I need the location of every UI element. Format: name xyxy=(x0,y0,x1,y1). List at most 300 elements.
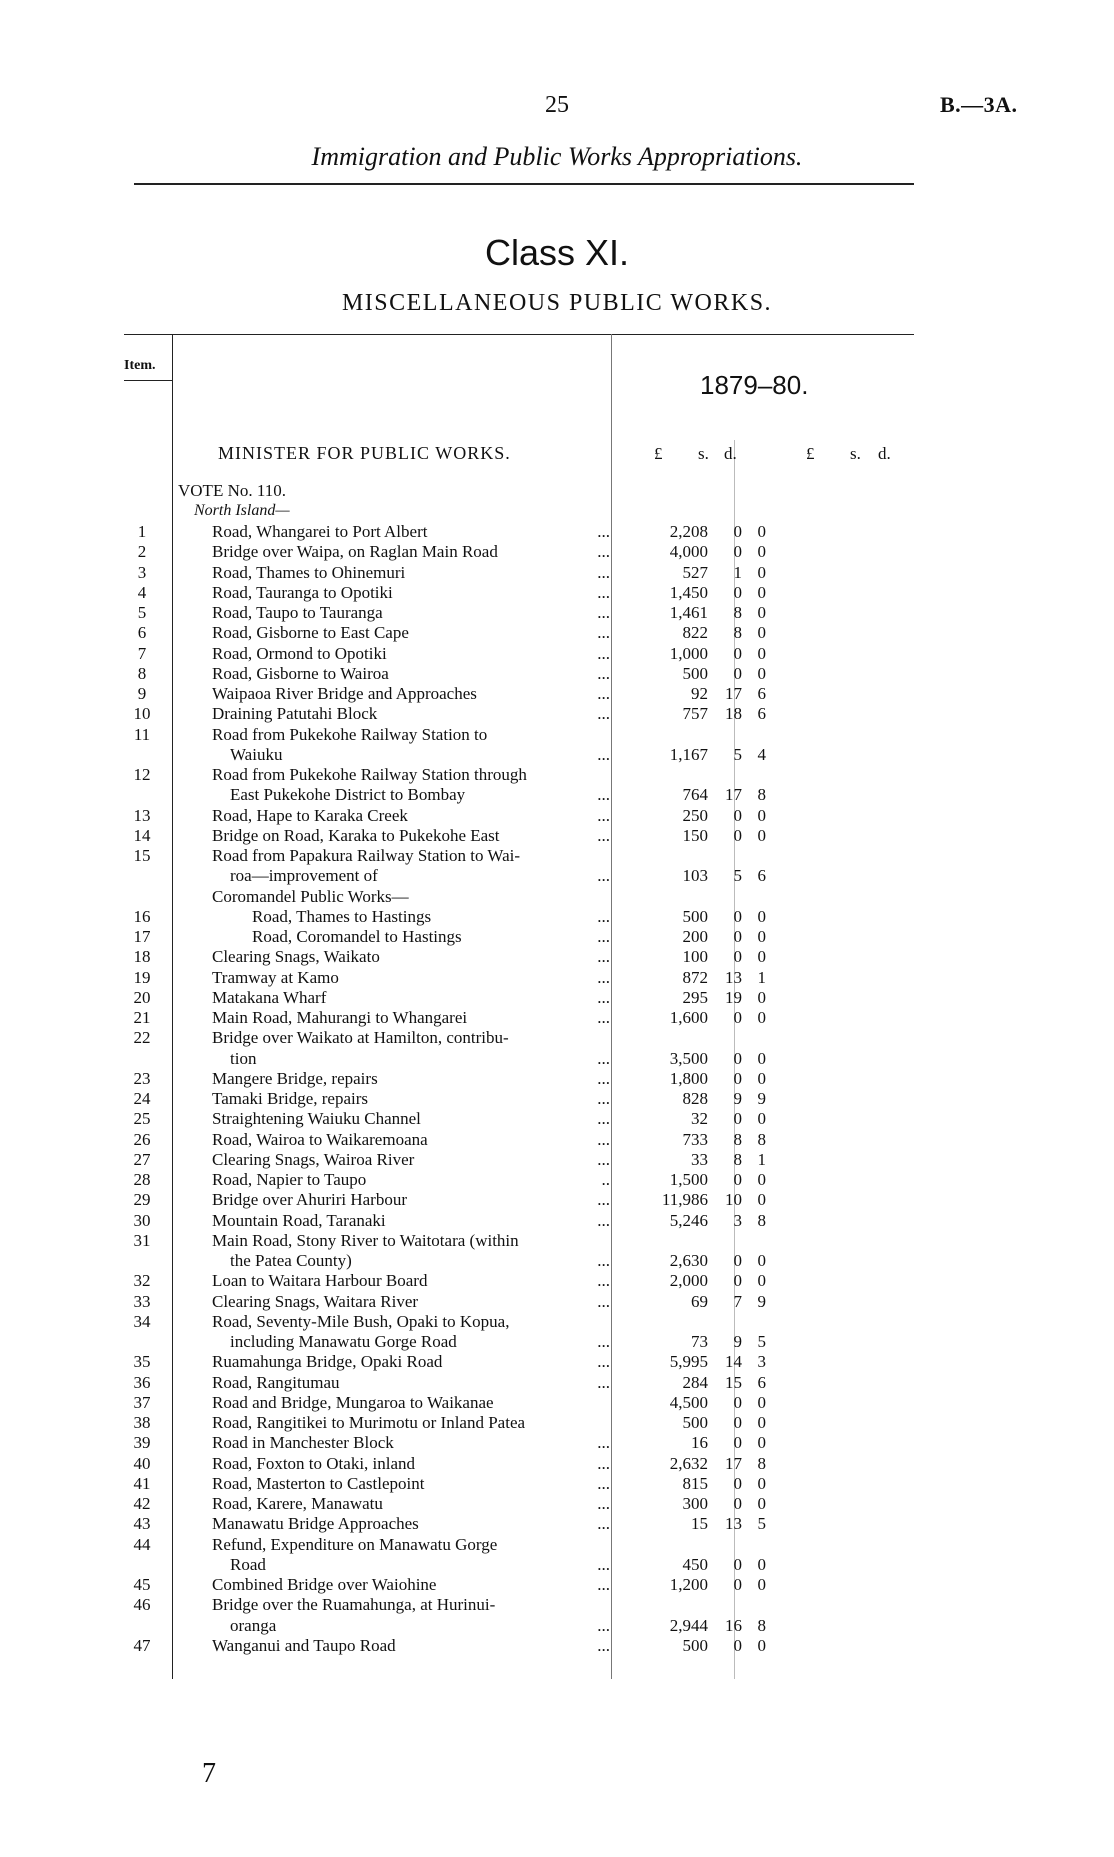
amount-pounds: 284 xyxy=(682,1372,708,1392)
amount-pence: 8 xyxy=(757,1129,766,1149)
running-title: Immigration and Public Works Appropriations. xyxy=(311,142,803,171)
amount-pounds: 2,000 xyxy=(669,1271,708,1291)
item-column-header: Item. xyxy=(124,358,156,373)
amount-pounds: 295 xyxy=(682,987,708,1007)
leader-dots: ... xyxy=(597,1635,610,1655)
table-row xyxy=(0,1292,1114,1312)
amount-shillings: 9 xyxy=(733,1332,742,1351)
amount-pence: 0 xyxy=(757,582,766,602)
item-description: East Pukekohe District to Bombay xyxy=(230,785,466,805)
amount-pounds: 527 xyxy=(682,562,708,582)
amount-pence: 1 xyxy=(757,967,766,987)
item-number: 21 xyxy=(133,1008,151,1027)
amount-pounds: 1,000 xyxy=(669,643,708,663)
amount-pounds: 1,450 xyxy=(669,582,708,602)
amount-shillings: 0 xyxy=(733,947,742,967)
amount-pounds: 92 xyxy=(691,684,708,703)
item-header-underline xyxy=(124,380,172,381)
item-description: Road, Tauranga to Opotiki xyxy=(212,582,393,602)
table-row xyxy=(0,927,1114,947)
item-number: 13 xyxy=(133,805,151,825)
leader-dots: ... xyxy=(597,663,610,683)
class-title: Class XI. xyxy=(484,232,630,273)
amount-pounds: 1,500 xyxy=(669,1170,708,1189)
financial-year: 1879–80. xyxy=(700,370,809,400)
amount-shillings: 0 xyxy=(733,1170,742,1189)
amount-shillings: 0 xyxy=(733,582,742,602)
leader-dots: ... xyxy=(597,542,610,562)
item-description: Road, Coromandel to Hastings xyxy=(252,927,462,946)
amount-pounds: 103 xyxy=(682,866,708,886)
item-description: Road, Foxton to Otaki, inland xyxy=(212,1453,416,1473)
table-row xyxy=(0,623,1114,643)
item-number: 23 xyxy=(133,1068,151,1088)
amount-pence: 0 xyxy=(757,603,766,622)
amount-shillings: 1 xyxy=(733,562,742,582)
table-row xyxy=(0,826,1114,846)
leader-dots: ... xyxy=(597,1473,610,1493)
amount-shillings: 0 xyxy=(733,643,742,663)
amount-pence: 0 xyxy=(757,663,766,683)
leader-dots: ... xyxy=(597,1210,610,1230)
table-row xyxy=(0,1352,1114,1372)
item-description: Main Road, Mahurangi to Whangarei xyxy=(212,1008,468,1027)
item-number: 18 xyxy=(133,947,151,967)
amount-shillings: 13 xyxy=(725,967,742,987)
leader-dots: ... xyxy=(597,987,610,1007)
amount-shillings: 0 xyxy=(733,1494,742,1513)
table-row xyxy=(0,1170,1114,1190)
amount-shillings: 16 xyxy=(725,1615,742,1635)
item-description: Ruamahunga Bridge, Opaki Road xyxy=(212,1352,443,1372)
amount-shillings: 0 xyxy=(733,1271,742,1291)
item-number: 8 xyxy=(137,663,147,683)
item-number: 2 xyxy=(137,542,147,562)
item-description: Road, Gisborne to Wairoa xyxy=(212,663,389,683)
amount-pence: 0 xyxy=(757,1068,766,1088)
item-number: 40 xyxy=(133,1453,151,1473)
item-description: Road, Ormond to Opotiki xyxy=(212,643,387,663)
amount-pence: 0 xyxy=(757,1048,766,1068)
amount-pence: 0 xyxy=(757,947,766,967)
amount-shillings: 9 xyxy=(733,1089,742,1108)
table-row xyxy=(0,1089,1114,1109)
leader-dots: ... xyxy=(597,1089,610,1108)
item-number: 39 xyxy=(133,1433,151,1453)
amount-pence: 9 xyxy=(757,1089,766,1108)
item-description: Matakana Wharf xyxy=(212,987,327,1007)
item-number: 34 xyxy=(133,1311,151,1331)
amount-pence: 0 xyxy=(757,623,766,643)
table-row xyxy=(0,806,1114,826)
item-number: 5 xyxy=(137,603,147,622)
item-description: Road from Papakura Railway Station to Wai- xyxy=(212,846,521,865)
item-number: 46 xyxy=(133,1595,151,1615)
amount-pounds: 33 xyxy=(691,1149,708,1169)
table-row xyxy=(0,1150,1114,1170)
table-row xyxy=(0,1211,1114,1231)
table-row xyxy=(0,1454,1114,1474)
leader-dots: ... xyxy=(597,967,610,987)
amount-shillings: 17 xyxy=(725,1453,742,1473)
amount-shillings: 0 xyxy=(733,1433,742,1453)
amount-shillings: 0 xyxy=(733,522,742,541)
item-number: 31 xyxy=(133,1230,151,1250)
item-description: including Manawatu Gorge Road xyxy=(230,1332,457,1351)
table-row xyxy=(0,988,1114,1008)
amount-pounds: 100 xyxy=(682,947,708,967)
item-description: Bridge over Waikato at Hamilton, contribu- xyxy=(212,1028,509,1048)
item-number: 42 xyxy=(133,1494,151,1513)
item-description: Road from Pukekohe Railway Station to xyxy=(212,724,488,744)
item-description: Waipaoa River Bridge and Approaches xyxy=(212,684,477,703)
item-description: Road, Masterton to Castlepoint xyxy=(212,1473,425,1493)
pounds-header-2: £ xyxy=(806,444,815,463)
item-number: 11 xyxy=(133,724,151,744)
leader-dots: ... xyxy=(597,947,610,967)
item-number: 3 xyxy=(137,562,147,582)
item-number: 45 xyxy=(133,1575,151,1594)
amount-pence: 0 xyxy=(757,1008,766,1027)
item-description: Waiuku xyxy=(230,744,283,764)
amount-pence: 0 xyxy=(757,1190,766,1210)
item-description: Road, Napier to Taupo xyxy=(212,1170,367,1189)
leader-dots: ... xyxy=(597,1372,610,1392)
item-number: 9 xyxy=(137,684,147,703)
item-number: 12 xyxy=(133,765,151,784)
amount-shillings: 14 xyxy=(725,1352,742,1372)
pence-header: d. xyxy=(724,444,737,463)
leader-dots: ... xyxy=(597,744,610,764)
leader-dots: ... xyxy=(597,1514,610,1534)
item-number: 22 xyxy=(133,1028,151,1048)
table-row xyxy=(0,583,1114,603)
amount-shillings: 17 xyxy=(725,785,742,805)
amount-shillings: 5 xyxy=(733,744,742,764)
amount-pence: 6 xyxy=(757,684,766,703)
amount-pounds: 1,800 xyxy=(669,1068,708,1088)
item-number: 19 xyxy=(133,967,151,987)
item-description: Clearing Snags, Wairoa River xyxy=(212,1149,415,1169)
leader-dots: ... xyxy=(597,1190,610,1210)
item-description: Main Road, Stony River to Waitotara (within xyxy=(212,1230,519,1250)
amount-shillings: 0 xyxy=(733,663,742,683)
item-description: Mangere Bridge, repairs xyxy=(212,1068,378,1088)
amount-pence: 6 xyxy=(757,704,766,724)
amount-shillings: 10 xyxy=(725,1190,742,1210)
region-heading: North Island— xyxy=(194,502,290,519)
pounds-header: £ xyxy=(654,444,663,463)
item-description: Clearing Snags, Waitara River xyxy=(212,1291,419,1311)
item-number: 26 xyxy=(133,1129,151,1149)
item-number: 33 xyxy=(133,1291,151,1311)
item-description: Wanganui and Taupo Road xyxy=(212,1635,396,1655)
amount-shillings: 0 xyxy=(733,1575,742,1594)
amount-pounds: 69 xyxy=(691,1291,708,1311)
amount-pence: 8 xyxy=(757,1615,766,1635)
leader-dots: ... xyxy=(597,643,610,663)
amount-pence: 1 xyxy=(757,1149,766,1169)
leader-dots: ... xyxy=(597,1048,610,1068)
table-row-continuation xyxy=(0,1332,1114,1352)
item-description: roa—improvement of xyxy=(230,866,378,886)
table-row xyxy=(0,1373,1114,1393)
table-row xyxy=(0,522,1114,542)
amount-pence: 0 xyxy=(757,906,766,926)
leader-dots: ... xyxy=(597,1332,610,1351)
leader-dots: ... xyxy=(597,1352,610,1372)
amount-shillings: 0 xyxy=(733,825,742,845)
amount-shillings: 5 xyxy=(733,866,742,886)
leader-dots: ... xyxy=(597,522,610,541)
leader-dots: ... xyxy=(597,1129,610,1149)
leader-dots: ... xyxy=(597,866,610,886)
amount-pounds: 300 xyxy=(682,1494,708,1513)
amount-pounds: 5,995 xyxy=(669,1352,708,1372)
table-row xyxy=(0,846,1114,866)
leader-dots: ... xyxy=(597,684,610,703)
amount-shillings: 19 xyxy=(725,987,742,1007)
table-row xyxy=(0,1231,1114,1251)
table-row xyxy=(0,684,1114,704)
amount-pounds: 1,167 xyxy=(669,744,708,764)
item-number: 20 xyxy=(133,987,151,1007)
table-row xyxy=(0,907,1114,927)
leader-dots: ... xyxy=(597,582,610,602)
leader-dots: ... xyxy=(597,1008,610,1027)
table-row xyxy=(0,1575,1114,1595)
amount-pounds: 4,500 xyxy=(669,1392,708,1412)
table-row-continuation xyxy=(0,866,1114,886)
item-number: 37 xyxy=(133,1392,151,1412)
header-rule xyxy=(134,183,914,185)
table-row xyxy=(0,1109,1114,1129)
amount-pounds: 822 xyxy=(682,623,708,643)
amount-pence: 6 xyxy=(757,1372,766,1392)
item-number: 28 xyxy=(133,1170,151,1189)
amount-pounds: 500 xyxy=(682,906,708,926)
amount-pence: 8 xyxy=(757,785,766,805)
table-row xyxy=(0,947,1114,967)
amount-pence: 0 xyxy=(757,1433,766,1453)
amount-pounds: 15 xyxy=(691,1514,708,1534)
table-row-continuation xyxy=(0,1555,1114,1575)
amount-pence: 5 xyxy=(757,1332,766,1351)
leader-dots: ... xyxy=(597,1291,610,1311)
amount-shillings: 0 xyxy=(733,927,742,946)
leader-dots: ... xyxy=(597,1615,610,1635)
item-number: 32 xyxy=(133,1271,151,1291)
pence-header-2: d. xyxy=(878,444,891,463)
leader-dots: ... xyxy=(597,805,610,825)
amount-pence: 0 xyxy=(757,1554,766,1574)
page-number: 25 xyxy=(545,92,569,118)
item-number: 38 xyxy=(133,1413,151,1432)
amount-pence: 0 xyxy=(757,1109,766,1129)
leader-dots: ... xyxy=(597,1068,610,1088)
table-row xyxy=(0,725,1114,745)
item-number: 25 xyxy=(133,1109,151,1129)
amount-pence: 8 xyxy=(757,1210,766,1230)
item-number: 44 xyxy=(133,1534,151,1554)
vote-heading: VOTE No. 110. xyxy=(178,481,286,500)
item-number: 1 xyxy=(137,522,147,541)
leader-dots: .. xyxy=(601,1170,610,1189)
amount-shillings: 0 xyxy=(733,906,742,926)
table-row xyxy=(0,1028,1114,1048)
item-description: the Patea County) xyxy=(230,1251,352,1270)
item-description: Bridge over Waipa, on Raglan Main Road xyxy=(212,542,498,562)
amount-pence: 0 xyxy=(757,1392,766,1412)
section-title: MISCELLANEOUS PUBLIC WORKS. xyxy=(341,290,773,316)
table-row xyxy=(0,1433,1114,1453)
amount-shillings: 0 xyxy=(733,542,742,562)
leader-dots: ... xyxy=(597,1251,610,1270)
amount-shillings: 18 xyxy=(725,704,742,724)
item-description: Straightening Waiuku Channel xyxy=(212,1109,421,1129)
amount-shillings: 0 xyxy=(733,805,742,825)
signature-mark: 7 xyxy=(202,1758,216,1789)
item-description: Road, Rangitumau xyxy=(212,1372,340,1392)
table-row xyxy=(0,1514,1114,1534)
leader-dots: ... xyxy=(597,1109,610,1129)
amount-pence: 0 xyxy=(757,643,766,663)
amount-shillings: 0 xyxy=(733,1008,742,1027)
amount-pounds: 4,000 xyxy=(669,542,708,562)
amount-pounds: 872 xyxy=(682,967,708,987)
amount-pounds: 815 xyxy=(682,1473,708,1493)
table-row xyxy=(0,1271,1114,1291)
item-description: Road xyxy=(230,1554,266,1574)
item-number: 16 xyxy=(133,906,151,926)
amount-shillings: 3 xyxy=(733,1210,742,1230)
item-description: Road and Bridge, Mungaroa to Waikanae xyxy=(212,1392,494,1412)
item-number: 30 xyxy=(133,1210,151,1230)
item-number: 14 xyxy=(133,825,151,845)
leader-dots: ... xyxy=(597,1271,610,1291)
amount-pence: 0 xyxy=(757,1473,766,1493)
item-description: Road, Hape to Karaka Creek xyxy=(212,805,408,825)
table-row xyxy=(0,1474,1114,1494)
amount-pounds: 2,944 xyxy=(669,1615,708,1635)
item-number: 35 xyxy=(133,1352,151,1372)
amount-pounds: 150 xyxy=(682,825,708,845)
item-number: 43 xyxy=(133,1514,151,1534)
item-number: 6 xyxy=(137,623,147,643)
amount-pounds: 2,632 xyxy=(669,1453,708,1473)
table-row xyxy=(0,563,1114,583)
amount-pence: 0 xyxy=(757,1635,766,1655)
item-number: 15 xyxy=(133,846,151,865)
item-description: tion xyxy=(230,1048,257,1068)
table-row xyxy=(0,603,1114,623)
item-number: 17 xyxy=(133,927,151,946)
item-number: 36 xyxy=(133,1372,151,1392)
table-row-continuation xyxy=(0,1616,1114,1636)
item-number: 7 xyxy=(137,643,147,663)
amount-pounds: 73 xyxy=(691,1332,708,1351)
amount-pence: 0 xyxy=(757,542,766,562)
item-description: Combined Bridge over Waiohine xyxy=(212,1575,437,1594)
leader-dots: ... xyxy=(597,927,610,946)
item-number: 41 xyxy=(133,1473,151,1493)
amount-shillings: 0 xyxy=(733,1635,742,1655)
leader-dots: ... xyxy=(597,1453,610,1473)
leader-dots: ... xyxy=(597,1554,610,1574)
shillings-header-2: s. xyxy=(850,444,861,463)
amount-pounds: 1,600 xyxy=(669,1008,708,1027)
amount-pounds: 828 xyxy=(682,1089,708,1108)
item-number: 29 xyxy=(133,1190,151,1210)
amount-pence: 0 xyxy=(757,522,766,541)
amount-pounds: 3,500 xyxy=(669,1048,708,1068)
amount-pounds: 5,246 xyxy=(669,1210,708,1230)
leader-dots: ... xyxy=(597,704,610,724)
amount-pence: 9 xyxy=(757,1291,766,1311)
table-row xyxy=(0,1069,1114,1089)
table-top-rule xyxy=(124,334,914,335)
table-row-continuation xyxy=(0,785,1114,805)
leader-dots: ... xyxy=(597,825,610,845)
leader-dots: ... xyxy=(597,906,610,926)
amount-pounds: 500 xyxy=(682,663,708,683)
amount-pounds: 11,986 xyxy=(661,1190,708,1210)
table-row xyxy=(0,542,1114,562)
amount-pounds: 2,630 xyxy=(669,1251,708,1270)
item-description: Bridge on Road, Karaka to Pukekohe East xyxy=(212,825,500,845)
table-row xyxy=(0,1494,1114,1514)
item-description: oranga xyxy=(230,1615,277,1635)
amount-pence: 0 xyxy=(757,1170,766,1189)
item-number: 27 xyxy=(133,1149,151,1169)
amount-pence: 0 xyxy=(757,927,766,946)
table-row xyxy=(0,765,1114,785)
amount-pounds: 757 xyxy=(682,704,708,724)
table-row xyxy=(0,1535,1114,1555)
leader-dots: ... xyxy=(597,562,610,582)
table-row xyxy=(0,887,1114,907)
table-row xyxy=(0,1636,1114,1656)
amount-shillings: 8 xyxy=(733,1129,742,1149)
amount-pounds: 450 xyxy=(682,1554,708,1574)
table-row xyxy=(0,704,1114,724)
amount-pence: 0 xyxy=(757,1271,766,1291)
item-description: Coromandel Public Works— xyxy=(212,886,409,906)
item-description: Loan to Waitara Harbour Board xyxy=(212,1271,428,1291)
item-description: Bridge over the Ruamahunga, at Hurinui- xyxy=(212,1595,496,1615)
amount-pounds: 733 xyxy=(682,1129,708,1149)
amount-pence: 8 xyxy=(757,1453,766,1473)
amount-pounds: 1,200 xyxy=(669,1575,708,1594)
table-row xyxy=(0,1190,1114,1210)
item-description: Road, Karere, Manawatu xyxy=(212,1494,383,1513)
amount-shillings: 17 xyxy=(725,684,742,703)
amount-pence: 4 xyxy=(757,744,766,764)
item-description: Road, Seventy-Mile Bush, Opaki to Kopua, xyxy=(212,1311,510,1331)
amount-pounds: 250 xyxy=(682,805,708,825)
amount-pounds: 764 xyxy=(682,785,708,805)
amount-shillings: 0 xyxy=(733,1068,742,1088)
amount-shillings: 0 xyxy=(733,1473,742,1493)
amount-shillings: 8 xyxy=(733,623,742,643)
item-description: Bridge over Ahuriri Harbour xyxy=(212,1190,407,1210)
amount-shillings: 0 xyxy=(733,1413,742,1432)
amount-shillings: 8 xyxy=(733,603,742,622)
amount-pounds: 1,461 xyxy=(669,603,708,622)
amount-pence: 0 xyxy=(757,825,766,845)
amount-pence: 0 xyxy=(757,1251,766,1270)
document-reference: B.—3A. xyxy=(940,92,1018,117)
